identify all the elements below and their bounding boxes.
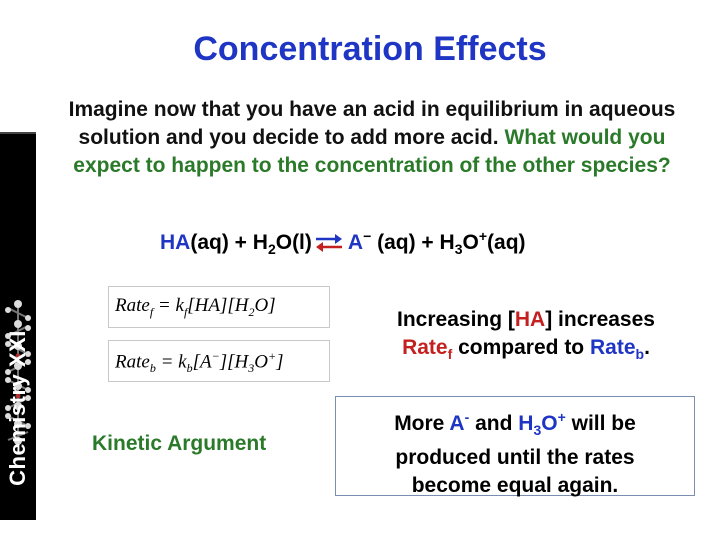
rb-o: O bbox=[254, 351, 268, 373]
rf-k-sub: f bbox=[183, 304, 188, 319]
increase-statement bbox=[368, 306, 684, 368]
rb-k-sub: b bbox=[186, 361, 193, 376]
rf-brackets2: O] bbox=[254, 295, 276, 316]
eq-h3o-sub: 3 bbox=[454, 241, 463, 258]
eq-h3o-o: O bbox=[462, 231, 479, 254]
s1-rate-f-sub: f bbox=[447, 346, 453, 363]
slide-title: Concentration Effects bbox=[193, 30, 547, 68]
eq-a-charge: − bbox=[363, 228, 372, 244]
rb-o-sup: + bbox=[267, 349, 277, 363]
s1-ha: HA bbox=[514, 308, 546, 331]
rb-rate: Rate bbox=[115, 351, 150, 373]
s2-a-sup: - bbox=[464, 409, 470, 425]
s2-p1: More bbox=[394, 412, 450, 435]
sidebar-label-wrap bbox=[0, 298, 36, 518]
sidebar-banner bbox=[0, 132, 36, 520]
rate-forward-box bbox=[108, 286, 330, 328]
rf-sub: f bbox=[149, 304, 154, 319]
s1-p3: compared to bbox=[452, 336, 590, 359]
s2-h3o-sub: 3 bbox=[533, 422, 542, 439]
s2-line3: become equal again. bbox=[411, 474, 619, 498]
rf-brackets1: [HA][H bbox=[187, 295, 249, 316]
eq-h3o-charge: + bbox=[478, 228, 488, 244]
rb-a-sup: − bbox=[211, 349, 220, 363]
intro-part1: Imagine now that you have an acid in equilibrium in aqueous solution and you decide to add more acid. bbox=[68, 98, 676, 149]
s1-rate-b-sub: b bbox=[635, 346, 645, 363]
rate-forward-equation bbox=[115, 295, 276, 320]
eq-ha: HA bbox=[160, 231, 191, 254]
sidebar-label: Chemistry XXI bbox=[5, 330, 30, 486]
s1-p4: . bbox=[644, 336, 650, 359]
intro-text bbox=[62, 96, 682, 180]
s2-h3o-sup: + bbox=[557, 409, 566, 425]
eq-h2o-sub: 2 bbox=[267, 241, 276, 258]
eq-a-state: (aq) + H bbox=[371, 231, 455, 254]
rf-eq: = k bbox=[153, 295, 184, 316]
s2-p2: and bbox=[469, 412, 519, 435]
s2-a: A bbox=[449, 412, 465, 435]
s2-p3: will be bbox=[565, 412, 636, 435]
conclusion-box bbox=[335, 396, 695, 496]
rf-rate: Rate bbox=[115, 295, 150, 316]
rb-eq: = k bbox=[155, 351, 187, 373]
s1-p1: Increasing [ bbox=[397, 308, 515, 331]
rf-h-sub: 2 bbox=[248, 304, 255, 319]
s1-rate-f: Rate bbox=[402, 336, 448, 359]
eq-ha-state: (aq) + H bbox=[190, 231, 268, 254]
rb-close: ] bbox=[276, 351, 284, 373]
intro-question: What would you expect to happen to the concentration of the other species? bbox=[73, 126, 671, 177]
eq-h3o-state: (aq) bbox=[487, 231, 526, 254]
rb-mid: ][H bbox=[219, 351, 249, 373]
rb-sub: b bbox=[149, 361, 156, 376]
equilibrium-arrows-icon bbox=[314, 232, 344, 254]
eq-h2o-rest: O(l) bbox=[275, 231, 312, 254]
eq-a: A bbox=[347, 231, 364, 254]
rb-h-sub: 3 bbox=[248, 361, 255, 376]
s1-p2: ] increases bbox=[545, 308, 655, 331]
s1-rate-b: Rate bbox=[589, 336, 636, 359]
rb-a-open: [A bbox=[192, 351, 212, 373]
s2-h3o-h: H bbox=[518, 412, 534, 435]
rate-backward-equation bbox=[115, 349, 283, 376]
equilibrium-equation bbox=[160, 228, 526, 257]
rate-backward-box bbox=[108, 340, 330, 382]
s2-h3o-o: O bbox=[541, 412, 558, 435]
kinetic-argument-label: Kinetic Argument bbox=[92, 432, 267, 455]
s2-line2: produced until the rates bbox=[395, 446, 635, 470]
